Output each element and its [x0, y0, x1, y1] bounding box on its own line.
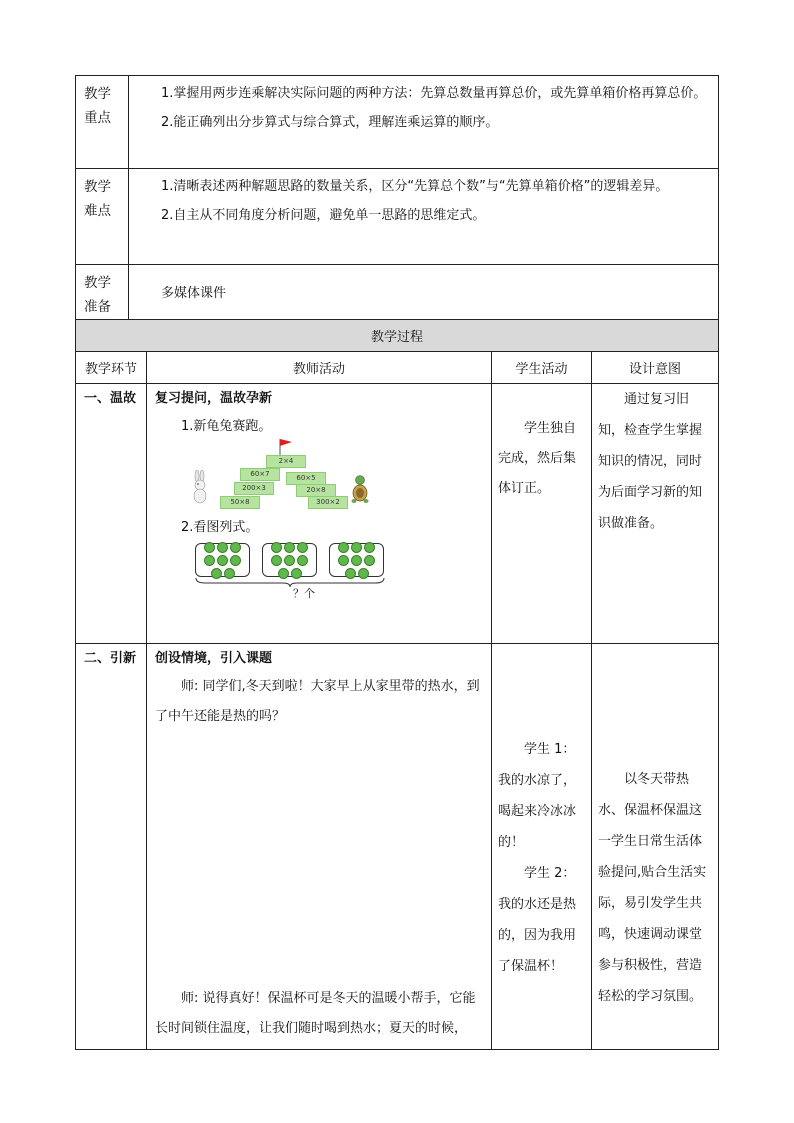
col-teacher: 教师活动 [147, 352, 492, 384]
focus-label: 教学 重点 [76, 76, 129, 169]
focus-row [76, 76, 719, 169]
section-2-stage: 二、引新 [76, 644, 147, 1050]
section-1-item-1: 1.新龟兔赛跑。 [181, 419, 272, 434]
col-student: 学生活动 [492, 352, 592, 384]
difficulty-content [129, 169, 719, 265]
section-1-heading: 复习提问，温故孕新 [155, 391, 273, 406]
race-brick-4: 200×3 [234, 482, 274, 495]
process-title-row [76, 320, 719, 352]
section-1-item-2: 2.看图列式。 [181, 520, 259, 535]
difficulty-row [76, 169, 719, 265]
rabbit-icon [190, 470, 210, 504]
flag-icon [278, 438, 294, 456]
race-brick-7: 300×2 [308, 496, 348, 509]
race-brick-1: 2×4 [266, 455, 306, 468]
race-brick-3: 60×5 [286, 472, 326, 485]
section-2-student: 学生 1： 我的水凉了，喝起来冷冰冰的！ 学生 2： 我的水还是热的，因为我用了保温杯！ [492, 644, 592, 1050]
prep-content: 多媒体课件 [129, 265, 719, 320]
section-1-design: 通过复习旧知，检查学生掌握知识的情况，同时为后面学习新的知识做准备。 [592, 384, 719, 644]
section-1-stage: 一、温故 [76, 384, 147, 644]
dot-box [262, 543, 317, 577]
prep-row [76, 265, 719, 320]
section-2-teacher-2: 师: 说得真好！保温杯可是冬天的温暖小帮手，它能长时间锁住温度，让我们随时喝到热水；夏天的时候， [155, 991, 476, 1036]
focus-item-1: 1.掌握用两步连乘解决实际问题的两种方法：先算总数量再算总价，或先算单箱价格再算总价。 [161, 86, 707, 101]
dot-boxes [195, 543, 483, 577]
section-1-student: 学生独自完成，然后集体订正。 [492, 384, 592, 644]
section-2-row [76, 644, 719, 1050]
process-header-row [76, 352, 719, 384]
focus-item-2: 2.能正确列出分步算式与综合算式，理解连乘运算的顺序。 [161, 115, 499, 130]
dot-box [329, 543, 384, 577]
section-2-design: 以冬天带热水、保温杯保温这一学生日常生活体验提问,贴合生活实际，易引发学生共鸣，快速调动课堂参与积极性，营造轻松的学习氛围。 [592, 644, 719, 1050]
race-picture [190, 438, 360, 513]
section-2-teacher [147, 644, 492, 1050]
col-stage: 教学环节 [76, 352, 147, 384]
section-1-row [76, 384, 719, 644]
race-brick-6: 50×8 [220, 496, 260, 509]
section-1-teacher [147, 384, 492, 644]
brace-icon [195, 577, 385, 587]
section-2-heading: 创设情境，引入课题 [155, 651, 273, 666]
difficulty-item-1: 1.清晰表述两种解题思路的数量关系，区分“先算总个数”与“先算单箱价格”的逻辑差异。 [161, 179, 669, 194]
process-title: 教学过程 [76, 320, 719, 352]
turtle-icon [350, 474, 370, 504]
question-label: ？个 [293, 587, 315, 600]
dot-box [195, 543, 250, 577]
race-brick-2: 60×7 [240, 468, 280, 481]
focus-content [129, 76, 719, 169]
race-brick-5: 20×8 [296, 484, 336, 497]
difficulty-item-2: 2.自主从不同角度分析问题，避免单一思路的思维定式。 [161, 208, 486, 223]
section-2-teacher-1: 师: 同学们,冬天到啦！大家早上从家里带的热水，到了中午还能是热的吗？ [155, 679, 480, 724]
prep-label: 教学 准备 [76, 265, 129, 320]
col-design: 设计意图 [592, 352, 719, 384]
difficulty-label: 教学 难点 [76, 169, 129, 265]
lesson-plan-table [75, 75, 719, 1050]
